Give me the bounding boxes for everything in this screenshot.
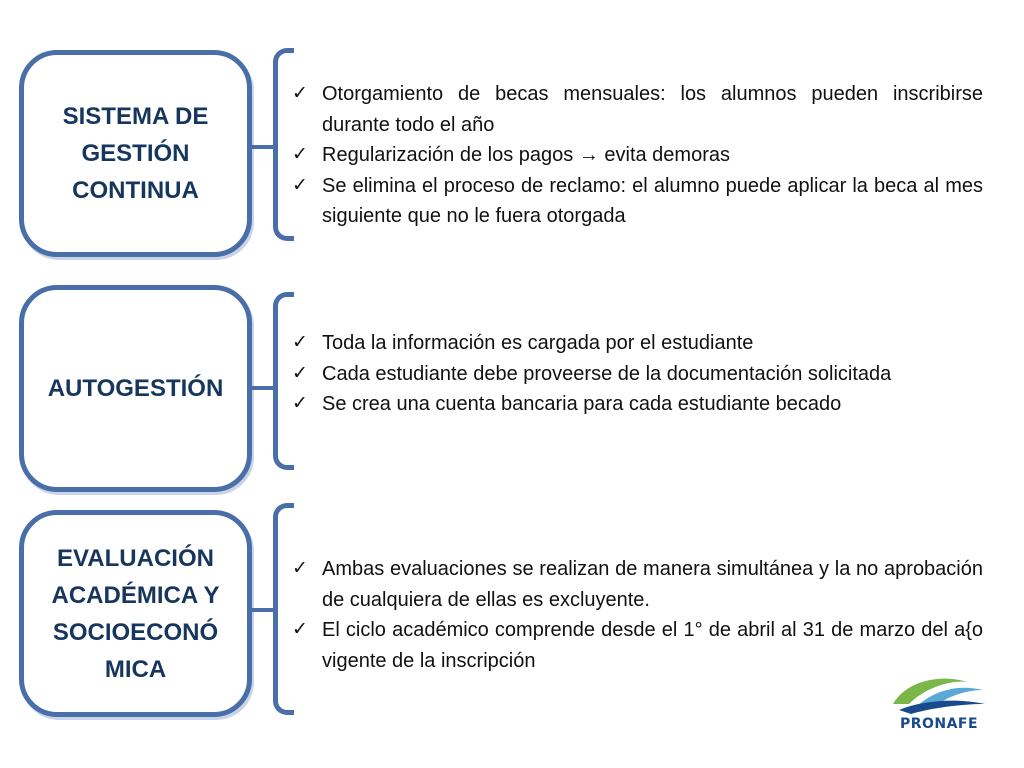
bullet-item bbox=[292, 359, 983, 390]
checkmark-icon: ✓ bbox=[292, 619, 308, 640]
section-title-line: ACADÉMICA Y bbox=[51, 581, 220, 609]
bullet-text: Regularización de los pagos → evita demoras bbox=[322, 144, 730, 166]
section-title-line: SOCIOECONÓ bbox=[52, 618, 219, 646]
bullet-item bbox=[292, 79, 983, 140]
bullet-text: Se crea una cuenta bancaria para cada estudiante becado bbox=[322, 393, 842, 415]
bracket bbox=[273, 503, 294, 715]
section-title-line: CONTINUA bbox=[72, 177, 199, 204]
logo-text: PRONAFE bbox=[899, 716, 979, 732]
bullet-item bbox=[292, 140, 983, 171]
section-title-box bbox=[19, 510, 252, 717]
section-title-line: MICA bbox=[104, 655, 167, 683]
bullet-text: Se elimina el proceso de reclamo: el alumno puede aplicar la beca al mes siguiente que no le fuera otorgada bbox=[322, 174, 983, 227]
bullet-text: El ciclo académico comprende desde el 1° de abril al 31 de marzo del a{o vigente de la inscripción bbox=[322, 619, 983, 672]
pronafe-wave-logo-icon bbox=[887, 670, 991, 716]
section-title-box bbox=[19, 285, 252, 492]
section-title bbox=[51, 540, 219, 688]
bullet-item bbox=[292, 171, 983, 232]
section-title-line: AUTOGESTIÓN bbox=[47, 375, 224, 402]
checkmark-icon: ✓ bbox=[292, 332, 308, 353]
bullet-item bbox=[292, 554, 983, 615]
bracket bbox=[273, 48, 294, 241]
checkmark-icon: ✓ bbox=[292, 393, 308, 414]
section-title-line: EVALUACIÓN bbox=[57, 544, 214, 572]
bullet-text: Toda la información es cargada por el estudiante bbox=[322, 332, 754, 354]
pronafe-logo bbox=[887, 670, 991, 738]
checkmark-icon: ✓ bbox=[292, 362, 308, 384]
checkmark-icon: ✓ bbox=[292, 144, 308, 165]
section-title-line: SISTEMA DE bbox=[62, 103, 209, 130]
checkmark-icon: ✓ bbox=[292, 83, 308, 104]
bullet-list bbox=[292, 79, 983, 232]
bullet-item bbox=[292, 389, 983, 420]
section-title-line: GESTIÓN bbox=[81, 140, 190, 167]
connector-line bbox=[252, 145, 275, 149]
section-title-box bbox=[19, 50, 252, 257]
bullet-item bbox=[292, 615, 983, 676]
connector-line bbox=[252, 386, 275, 390]
bullet-list bbox=[292, 328, 983, 420]
bullet-item bbox=[292, 328, 983, 359]
section-title bbox=[48, 370, 224, 407]
bullet-list bbox=[292, 554, 983, 676]
connector-line bbox=[252, 608, 275, 612]
checkmark-icon: ✓ bbox=[292, 558, 308, 579]
section-title bbox=[63, 98, 209, 209]
checkmark-icon: ✓ bbox=[292, 174, 308, 196]
bullet-text: Otorgamiento de becas mensuales: los alumnos pueden inscribirse durante todo el año bbox=[322, 83, 983, 136]
bullet-text: Ambas evaluaciones se realizan de manera simultánea y la no aprobación de cualquiera de ellas es excluyente. bbox=[322, 558, 983, 611]
bullet-text: Cada estudiante debe proveerse de la documentación solicitada bbox=[322, 362, 892, 385]
bracket bbox=[273, 292, 294, 470]
